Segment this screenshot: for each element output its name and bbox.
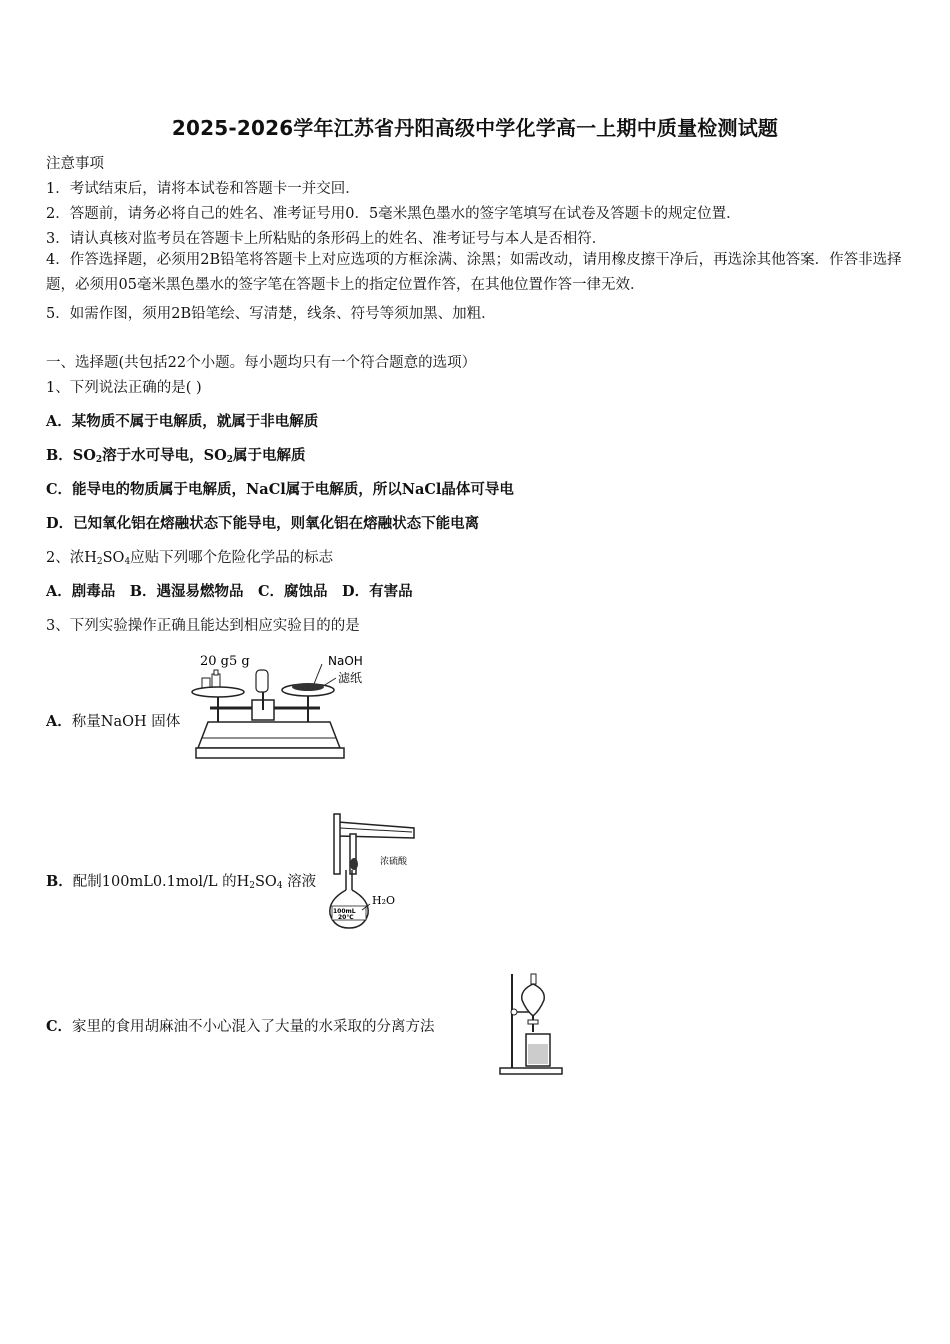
flask-volume-label: 100mL — [333, 908, 356, 915]
q3-option-b: B．配制100mL0.1mol/L 的$H_2SO_4$ 溶液 — [46, 873, 317, 891]
balance-weights-label: 20 g5 g — [200, 654, 250, 669]
q1-option-a: A．某物质不属于电解质，就属于非电解质 — [46, 413, 319, 430]
notice-heading: 注意事项 — [46, 156, 104, 172]
balance-naoh-label: NaOH — [328, 654, 363, 668]
flask-temp-label: 20℃ — [338, 914, 354, 921]
q3-option-c: C．家里的食用胡麻油不小心混入了大量的水采取的分离方法 — [46, 1018, 435, 1035]
notice-item-4: 4．作答选择题，必须用2B铅笔将答题卡上对应选项的方框涂满、涂黑；如需改动，请用橡皮擦干净后，再选涂其他答案．作答非选择题，必须用05毫米黑色墨水的签字笔在答题卡上的指定位置作答，在其他位置作答一律无效． — [46, 252, 902, 293]
q3-option-a: A．称量NaOH 固体 — [46, 713, 181, 730]
q3-stem: 3、下列实验操作正确且能达到相应实验目的的是 — [46, 618, 360, 634]
q1-option-c: C．能导电的物质属于电解质，NaCl属于电解质，所以NaCl晶体可导电 — [46, 481, 514, 498]
balance-figure — [190, 650, 380, 765]
acid-label: 浓硫酸 — [380, 857, 408, 867]
section-heading: 一、选择题(共包括22个小题。每小题均只有一个符合题意的选项） — [46, 355, 477, 371]
page-title: 2025-2026学年江苏省丹阳高级中学化学高一上期中质量检测试题 — [171, 116, 779, 140]
notice-item-5: 5．如需作图，须用2B铅笔绘、写清楚，线条、符号等须加黑、加粗． — [46, 306, 496, 322]
separatory-funnel-figure — [498, 968, 568, 1076]
notice-item-3: 3．请认真核对监考员在答题卡上所粘贴的条形码上的姓名、准考证号与本人是否相符． — [46, 231, 607, 247]
q1-option-b: B．$SO_2$溶于水可导电，$SO_2$属于电解质 — [46, 447, 306, 465]
volumetric-flask-figure — [322, 808, 418, 933]
notice-item-2: 2．答题前，请务必将自己的姓名、准考证号用0．5毫米黑色墨水的签字笔填写在试卷及答题卡的规定位置． — [46, 206, 741, 222]
q2-stem: 2、浓$H_2SO_4$应贴下列哪个危险化学品的标志 — [46, 550, 334, 567]
notice-item-1: 1．考试结束后，请将本试卷和答题卡一并交回． — [46, 181, 360, 197]
balance-paper-label: 滤纸 — [338, 671, 363, 685]
q1-option-d: D．已知氧化铝在熔融状态下能导电，则氧化铝在熔融状态下能电离 — [46, 515, 480, 532]
water-label: H₂O — [372, 894, 396, 907]
q1-stem: 1、下列说法正确的是( ) — [46, 380, 202, 396]
q2-options: A．剧毒品 B．遇湿易燃物品 C．腐蚀品 D．有害品 — [46, 583, 413, 600]
